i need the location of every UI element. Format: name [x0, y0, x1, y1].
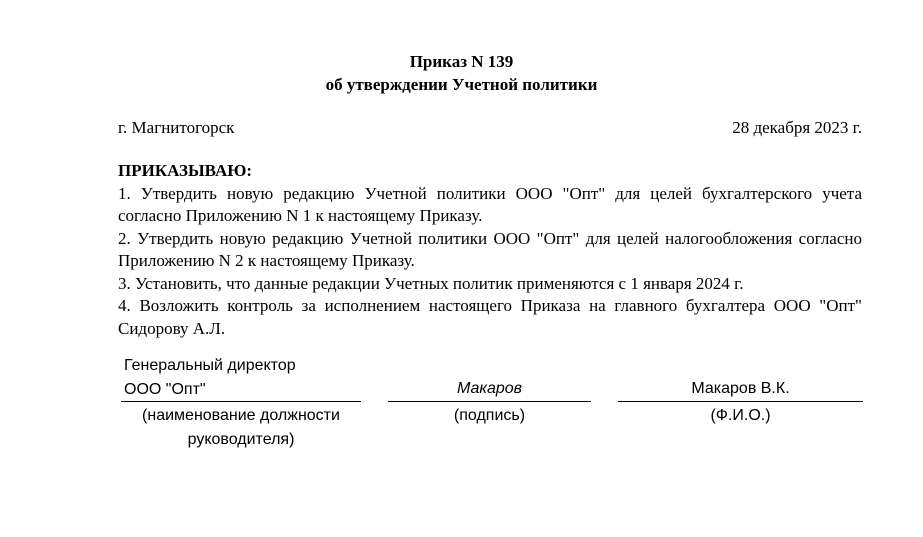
- document-date: 28 декабря 2023 г.: [732, 118, 862, 137]
- order-item: 2. Утвердить новую редакцию Учетной политики ООО "Опт" для целей налогообложения согласно Приложению N 2 к настоящему Приказу.: [118, 228, 862, 270]
- order-item: 4. Возложить контроль за исполнением настоящего Приказа на главного бухгалтера ООО "Опт" Сидорову А.Л.: [118, 296, 862, 338]
- signature: Макаров: [456, 380, 522, 397]
- signature-column: [388, 354, 591, 428]
- name-column: [618, 354, 863, 428]
- full-name: Макаров В.К.: [691, 380, 790, 397]
- document-title: [0, 50, 923, 96]
- position-line-2: ООО "Опт": [124, 381, 206, 398]
- signature-caption: (подпись): [453, 407, 526, 424]
- full-name-field: [618, 354, 863, 402]
- position-caption-line-2: руководителя): [187, 431, 295, 448]
- position-line-1: Генеральный директор: [124, 357, 296, 374]
- position-column: [121, 354, 361, 452]
- order-item: 3. Установить, что данные редакции Учетных политик применяются с 1 января 2024 г.: [118, 273, 744, 293]
- order-item: 1. Утвердить новую редакцию Учетной политики ООО "Опт" для целей бухгалтерского учета согласно Приложению N 1 к настоящему Приказу.: [118, 183, 862, 225]
- signature-field: [388, 354, 591, 402]
- signature-block: [0, 354, 923, 464]
- position-field: [121, 354, 361, 402]
- subtitle-line: об утверждении Учетной политики: [325, 75, 598, 94]
- order-heading: ПРИКАЗЫВАЮ:: [118, 161, 253, 180]
- order-body: [118, 160, 862, 340]
- city: г. Магнитогорск: [118, 118, 235, 137]
- full-name-caption: (Ф.И.О.): [710, 407, 771, 424]
- position-caption-line-1: (наименование должности: [142, 407, 340, 424]
- document-meta: [118, 117, 862, 139]
- position-caption: [121, 404, 361, 452]
- title-line: Приказ N 139: [409, 52, 514, 71]
